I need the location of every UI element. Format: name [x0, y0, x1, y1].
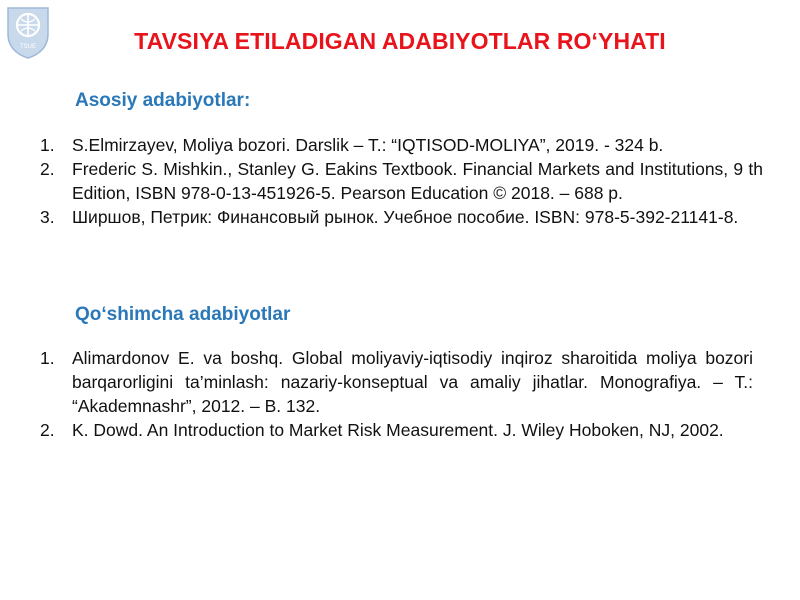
list-item — [40, 418, 763, 442]
main-literature-list — [40, 133, 763, 229]
section-heading-additional: Qo‘shimcha adabiyotlar — [75, 304, 291, 325]
list-item-text: S.Elmirzayev, Moliya bozori. Darslik – T.: “IQTISOD-MOLIYA”, 2019. - 324 b. — [72, 135, 664, 155]
list-item-text: Alimardonov E. va boshq. Global moliyaviy-iqtisodiy inqiroz sharoitida moliya bozori barqarorligini ta’minlash: nazariy-konseptual va amaliy jihatlar. Monografiya. – T.: “Akademnashr”, 2012. – B. 132. — [72, 348, 753, 416]
list-item-number: 2. — [40, 420, 55, 440]
list-item-text: K. Dowd. An Introduction to Market Risk Measurement. J. Wiley Hoboken, NJ, 2002. — [72, 420, 724, 440]
page-title: TAVSIYA ETILADIGAN ADABIYOTLAR RO‘YHATI — [134, 28, 666, 54]
section-heading-main: Asosiy adabiyotlar: — [75, 90, 251, 111]
list-item — [40, 346, 763, 418]
list-item — [40, 205, 763, 229]
list-item-text: Frederic S. Mishkin., Stanley G. Eakins Textbook. Financial Markets and Institutions, 9 th Edition, ISBN 978-0-13-451926-5. Pearson Education © 2018. – 688 p. — [72, 159, 763, 203]
logo-text: TSUE — [19, 44, 37, 50]
list-item-number: 2. — [40, 159, 55, 179]
list-item-number: 1. — [40, 135, 55, 155]
additional-literature-list — [40, 346, 763, 442]
list-item-number: 1. — [40, 348, 55, 368]
list-item — [40, 133, 763, 157]
list-item-number: 3. — [40, 207, 55, 227]
list-item — [40, 157, 763, 205]
list-item-text: Ширшов, Петрик: Финансовый рынок. Учебное пособие. ISBN: 978-5-392-21141-8. — [72, 207, 739, 227]
